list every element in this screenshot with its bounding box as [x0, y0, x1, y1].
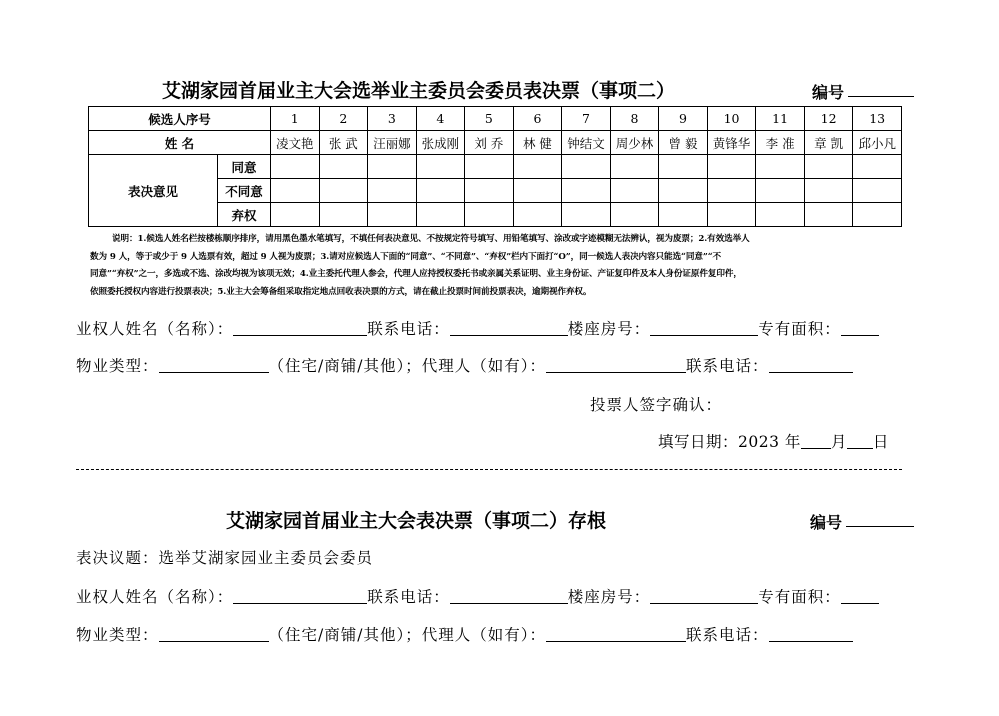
month-field[interactable] — [801, 434, 831, 449]
phone-label: 联系电话： — [367, 588, 450, 606]
vote-cell[interactable] — [465, 155, 514, 179]
vote-cell[interactable] — [562, 155, 611, 179]
note-line: 依照委托授权内容进行投票表决；5.业主大会筹备组采取指定地点回收表决票的方式，请在截止投票时间前投票表决，逾期视作弃权。 — [90, 286, 592, 297]
vote-cell[interactable] — [319, 179, 368, 203]
candidate-name: 张 武 — [319, 131, 368, 155]
vote-cell[interactable] — [707, 203, 756, 227]
vote-cell[interactable] — [707, 155, 756, 179]
candidate-no: 6 — [513, 107, 562, 131]
candidate-no: 2 — [319, 107, 368, 131]
agent-phone-label: 联系电话： — [685, 626, 769, 644]
agent-phone-label: 联系电话： — [685, 357, 769, 375]
date-day: 日 — [872, 433, 889, 451]
stub-topic-row — [76, 546, 373, 568]
area-field[interactable] — [841, 589, 879, 604]
area-field[interactable] — [841, 321, 879, 336]
candidate-no: 8 — [610, 107, 659, 131]
seq-row — [89, 107, 902, 131]
property-type-label: 物业类型： — [76, 357, 159, 375]
vote-cell[interactable] — [659, 155, 708, 179]
candidate-name: 凌文艳 — [271, 131, 320, 155]
stub-property-row — [76, 623, 853, 645]
candidate-no: 4 — [416, 107, 465, 131]
candidate-no: 10 — [707, 107, 756, 131]
topic-label: 表决议题： — [76, 549, 159, 567]
candidate-name: 刘 乔 — [465, 131, 514, 155]
building-label: 楼座房号： — [567, 588, 651, 606]
name-row — [89, 131, 902, 155]
phone-field[interactable] — [450, 589, 568, 604]
cut-line — [76, 469, 902, 471]
vote-cell[interactable] — [610, 155, 659, 179]
stub-title: 艾湖家园首届业主大会表决票（事项二）存根 — [226, 510, 607, 532]
stub-owner-row — [76, 585, 879, 607]
agent-phone-field[interactable] — [769, 627, 853, 642]
vote-cell[interactable] — [610, 203, 659, 227]
candidate-no: 1 — [271, 107, 320, 131]
vote-cell[interactable] — [707, 179, 756, 203]
candidate-name: 章 凯 — [804, 131, 853, 155]
vote-cell[interactable] — [853, 203, 902, 227]
candidate-name: 钟结文 — [562, 131, 611, 155]
candidate-no: 5 — [465, 107, 514, 131]
note-line: 同意”“弃权”之一，多选或不选、涂改均视为该项无效；4.业主委托代理人参会，代理人应持授权委托书或亲属关系证明、业主身份证、产证复印件及本人身份证原件复印件， — [90, 269, 742, 279]
vote-cell[interactable] — [416, 155, 465, 179]
ballot-owner-row — [76, 317, 879, 339]
agent-phone-field[interactable] — [769, 358, 853, 373]
candidate-name: 李 准 — [756, 131, 805, 155]
vote-cell[interactable] — [465, 203, 514, 227]
candidate-no: 3 — [368, 107, 417, 131]
building-field[interactable] — [650, 321, 758, 336]
opinion-label: 弃权 — [218, 203, 271, 227]
stub-code-field[interactable] — [846, 526, 914, 527]
agent-field[interactable] — [546, 627, 686, 642]
vote-cell[interactable] — [610, 179, 659, 203]
vote-cell[interactable] — [659, 179, 708, 203]
candidate-name: 邱小凡 — [853, 131, 902, 155]
vote-cell[interactable] — [368, 179, 417, 203]
vote-cell[interactable] — [804, 203, 853, 227]
property-type-options: （住宅/商铺/其他）； — [268, 626, 422, 644]
candidate-name: 汪丽娜 — [368, 131, 417, 155]
candidate-name: 张成刚 — [416, 131, 465, 155]
vote-cell[interactable] — [562, 179, 611, 203]
vote-cell[interactable] — [368, 155, 417, 179]
candidate-no: 11 — [756, 107, 805, 131]
vote-cell[interactable] — [659, 203, 708, 227]
name-header: 姓 名 — [89, 131, 271, 155]
vote-cell[interactable] — [804, 155, 853, 179]
agent-label: 代理人（如有）： — [421, 626, 546, 644]
candidate-name: 周少林 — [610, 131, 659, 155]
property-type-field[interactable] — [159, 358, 269, 373]
agent-field[interactable] — [546, 358, 686, 373]
candidate-no: 12 — [804, 107, 853, 131]
opinion-label: 同意 — [218, 155, 271, 179]
vote-cell[interactable] — [319, 203, 368, 227]
candidate-name: 黄锋华 — [707, 131, 756, 155]
candidate-no: 9 — [659, 107, 708, 131]
ballot-notes — [90, 231, 920, 301]
candidate-table — [88, 106, 902, 227]
area-label: 专有面积： — [758, 588, 841, 606]
phone-label: 联系电话： — [367, 320, 450, 338]
owner-name-field[interactable] — [233, 589, 367, 604]
date-year: 2023 年 — [738, 433, 801, 451]
candidate-no: 7 — [562, 107, 611, 131]
phone-field[interactable] — [450, 321, 568, 336]
vote-cell[interactable] — [513, 179, 562, 203]
area-label: 专有面积： — [758, 320, 841, 338]
opinion-label: 不同意 — [218, 179, 271, 203]
candidate-name: 曾 毅 — [659, 131, 708, 155]
owner-name-label: 业权人姓名（名称）： — [76, 588, 234, 606]
date-month: 月 — [830, 433, 847, 451]
opinion-row — [89, 155, 902, 179]
vote-cell[interactable] — [271, 203, 320, 227]
vote-cell[interactable] — [853, 155, 902, 179]
vote-cell[interactable] — [271, 155, 320, 179]
seq-header: 候选人序号 — [89, 107, 271, 131]
building-label: 楼座房号： — [567, 320, 651, 338]
property-type-label: 物业类型： — [76, 626, 159, 644]
vote-cell[interactable] — [416, 203, 465, 227]
day-field[interactable] — [847, 434, 873, 449]
opinion-header: 表决意见 — [89, 155, 218, 227]
candidate-no: 13 — [853, 107, 902, 131]
ballot-property-row — [76, 354, 853, 376]
note-line: 说明：1.候选人姓名栏按楼栋顺序排序，请用黑色墨水笔填写，不填任何表决意见、不按规定符号填写、用铅笔填写、涂改或字迹模糊无法辨认，视为废票；2.有效选举人 — [112, 234, 750, 244]
vote-cell[interactable] — [562, 203, 611, 227]
signature-label: 投票人签字确认： — [590, 396, 723, 414]
vote-cell[interactable] — [465, 179, 514, 203]
owner-name-field[interactable] — [233, 321, 367, 336]
vote-cell[interactable] — [853, 179, 902, 203]
date-row — [658, 430, 889, 452]
vote-cell[interactable] — [513, 155, 562, 179]
note-line: 数为 9 人，等于或少于 9 人选票有效，超过 9 人视为废票；3.请对应候选人下面的“同意”、“不同意”、“弃权”栏内下面打“O”，同一候选人表决内容只能选“同意”“不 — [90, 251, 722, 262]
date-label: 填写日期： — [658, 433, 739, 451]
ballot-code-label: 编号 — [812, 83, 845, 102]
vote-cell[interactable] — [319, 155, 368, 179]
vote-cell[interactable] — [416, 179, 465, 203]
vote-cell[interactable] — [756, 179, 805, 203]
ballot-title: 艾湖家园首届业主大会选举业主委员会委员表决票（事项二） — [162, 80, 676, 102]
stub-code-label: 编号 — [810, 513, 843, 532]
agent-label: 代理人（如有）： — [421, 357, 546, 375]
vote-cell[interactable] — [756, 155, 805, 179]
building-field[interactable] — [650, 589, 758, 604]
property-type-options: （住宅/商铺/其他）； — [268, 357, 422, 375]
candidate-name: 林 健 — [513, 131, 562, 155]
property-type-field[interactable] — [159, 627, 269, 642]
topic-value: 选举艾湖家园业主委员会委员 — [158, 549, 374, 567]
vote-cell[interactable] — [368, 203, 417, 227]
vote-cell[interactable] — [513, 203, 562, 227]
vote-cell[interactable] — [756, 203, 805, 227]
vote-cell[interactable] — [271, 179, 320, 203]
ballot-code-field[interactable] — [848, 96, 914, 97]
vote-cell[interactable] — [804, 179, 853, 203]
owner-name-label: 业权人姓名（名称）： — [76, 320, 234, 338]
